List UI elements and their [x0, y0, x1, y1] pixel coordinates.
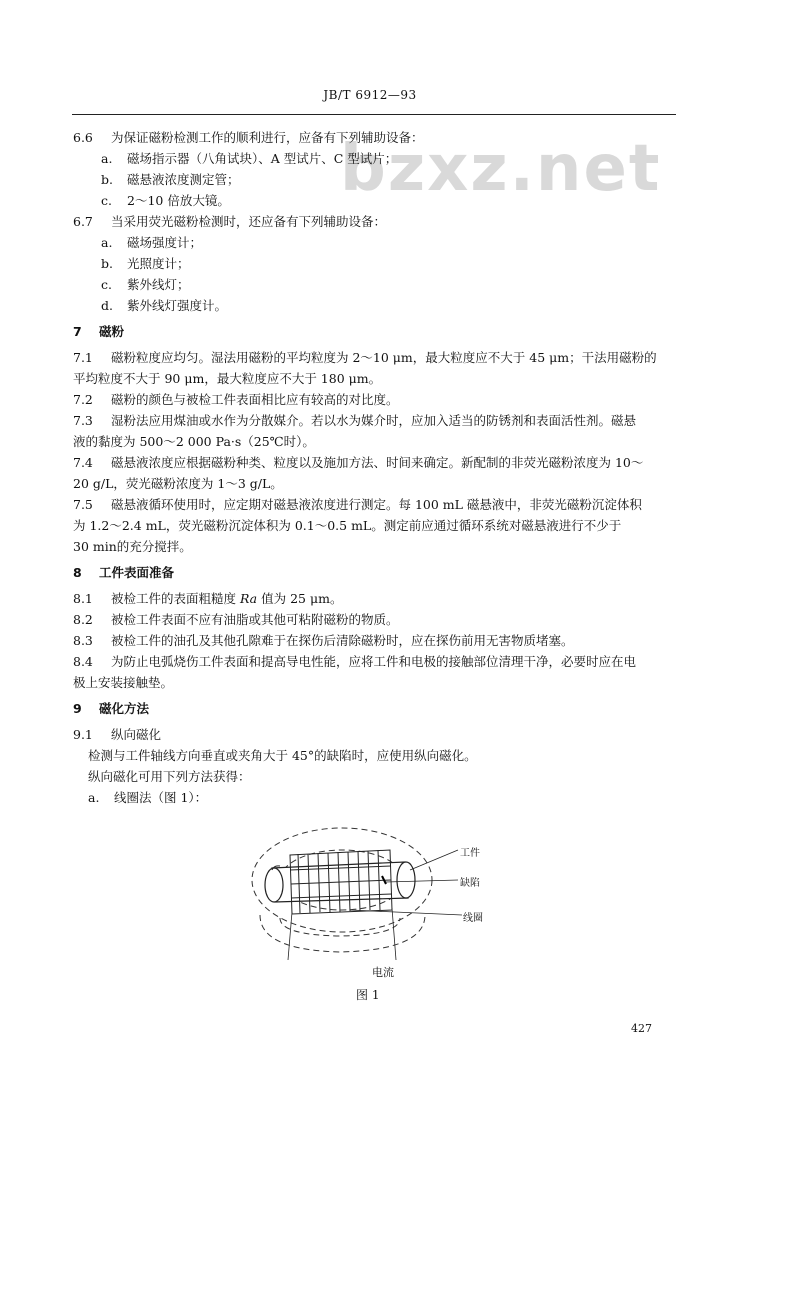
- clause-8-4: [73, 652, 636, 670]
- list-item: [101, 149, 397, 167]
- clause-text: 湿粉法应用煤油或水作为分散媒介。若以水为媒介时，应加入适当的防锈剂和表面活性剂。磁悬: [111, 413, 637, 428]
- clause-8-1: [73, 589, 342, 607]
- clause-text: 磁悬液循环使用时，应定期对磁悬液浓度进行测定。每 100 mL 磁悬液中，非荧光磁粉沉淀体积: [111, 497, 642, 512]
- figure-1: [250, 820, 510, 980]
- label-current: 电流: [372, 966, 394, 979]
- clause-8-3: [73, 631, 574, 649]
- clause-number: 8.1: [73, 591, 93, 606]
- ra-symbol: Ra: [239, 591, 258, 606]
- section-heading-8: [73, 563, 174, 581]
- item-letter: b.: [101, 172, 113, 187]
- item-text: 磁场指示器（八角试块）、A 型试片、C 型试片；: [127, 151, 398, 166]
- clause-number: 8.4: [73, 654, 93, 669]
- section-heading-7: [73, 322, 124, 340]
- clause-number: 7.5: [73, 497, 93, 512]
- clause-7-5-cont: 为 1.2～2.4 mL，荧光磁粉沉淀体积为 0.1～0.5 mL。测定前应通过循环系统对磁悬液进行不少于: [73, 518, 622, 533]
- clause-9-1-para1: 检测与工件轴线方向垂直或夹角大于 45°的缺陷时，应使用纵向磁化。: [88, 748, 477, 763]
- section-number: 8: [73, 565, 82, 580]
- list-item: [101, 296, 227, 314]
- label-defect: 缺陷: [460, 878, 480, 889]
- clause-text: 被检工件的油孔及其他孔隙难于在探伤后清除磁粉时，应在探伤前用无害物质堵塞。: [111, 633, 574, 648]
- clause-text: 被检工件表面不应有油脂或其他可粘附磁粉的物质。: [111, 612, 399, 627]
- clause-7-5-cont2: 30 min的充分搅拌。: [73, 539, 192, 554]
- clause-7-3-cont: 液的黏度为 500～2 000 Pa·s（25℃时）。: [73, 434, 315, 449]
- list-item: [101, 170, 240, 188]
- clause-number: 7.3: [73, 413, 93, 428]
- item-letter: b.: [101, 256, 113, 271]
- item-letter: a.: [88, 790, 100, 805]
- clause-text: 磁悬液浓度应根据磁粉种类、粒度以及施加方法、时间来确定。新配制的非荧光磁粉浓度为 10～: [111, 455, 644, 470]
- header-rule: [72, 114, 676, 115]
- clause-number: 7.1: [73, 350, 93, 365]
- item-text: 线圈法（图 1）：: [114, 790, 208, 805]
- clause-7-4: [73, 453, 643, 471]
- item-text: 2～10 倍放大镜。: [127, 193, 230, 208]
- clause-number: 9.1: [73, 727, 93, 742]
- clause-title: 纵向磁化: [111, 727, 162, 742]
- clause-number: 8.3: [73, 633, 93, 648]
- clause-text: 值为 25 μm。: [257, 591, 343, 606]
- clause-number: 8.2: [73, 612, 93, 627]
- item-text: 磁悬液浓度测定管；: [127, 172, 240, 187]
- section-title: 磁粉: [99, 324, 125, 339]
- clause-6-6: [73, 128, 424, 146]
- item-text: 紫外线灯；: [127, 277, 190, 292]
- list-item: [101, 254, 190, 272]
- clause-7-5: [73, 495, 642, 513]
- clause-7-2: [73, 390, 399, 408]
- clause-number: 7.2: [73, 392, 93, 407]
- clause-7-1-cont: 平均粒度不大于 90 μm，最大粒度应不大于 180 μm。: [73, 371, 382, 386]
- list-item: [101, 191, 230, 209]
- section-title: 工件表面准备: [99, 565, 175, 580]
- item-text: 磁场强度计；: [127, 235, 203, 250]
- clause-7-4-cont: 20 g/L，荧光磁粉浓度为 1～3 g/L。: [73, 476, 283, 491]
- item-letter: d.: [101, 298, 113, 313]
- document-header: JB/T 6912—93: [323, 88, 417, 102]
- clause-number: 6.7: [73, 214, 93, 229]
- clause-9-1: [73, 725, 161, 743]
- clause-text: 磁粉粒度应均匀。湿法用磁粉的平均粒度为 2～10 μm，最大粒度应不大于 45 μm；干法用磁粉的: [111, 350, 657, 365]
- clause-text: 当采用荧光磁粉检测时，还应备有下列辅助设备：: [111, 214, 387, 229]
- clause-text: 为保证磁粉检测工作的顺利进行，应备有下列辅助设备：: [111, 130, 424, 145]
- clause-7-3: [73, 411, 636, 429]
- item-letter: c.: [101, 277, 112, 292]
- clause-text: 被检工件的表面粗糙度: [111, 591, 240, 606]
- clause-8-2: [73, 610, 399, 628]
- item-letter: a.: [101, 151, 113, 166]
- list-item: [101, 275, 190, 293]
- figure-caption: 图 1: [356, 988, 380, 1002]
- clause-text: 为防止电弧烧伤工件表面和提高导电性能，应将工件和电极的接触部位清理干净，必要时应在电: [111, 654, 637, 669]
- section-number: 7: [73, 324, 82, 339]
- clause-6-7: [73, 212, 386, 230]
- item-letter: c.: [101, 193, 112, 208]
- label-workpiece: 工件: [460, 848, 480, 859]
- watermark: bzxz.net: [340, 132, 662, 206]
- page-number: 427: [631, 1022, 652, 1035]
- clause-7-1: [73, 348, 657, 366]
- section-title: 磁化方法: [99, 701, 150, 716]
- clause-8-4-cont: 极上安装接触垫。: [73, 675, 174, 690]
- clause-9-1-para2: 纵向磁化可用下列方法获得：: [88, 769, 251, 784]
- section-number: 9: [73, 701, 82, 716]
- list-item: [101, 233, 202, 251]
- clause-number: 6.6: [73, 130, 93, 145]
- label-coil: 线圈: [463, 913, 483, 924]
- item-text: 光照度计；: [127, 256, 190, 271]
- section-heading-9: [73, 699, 149, 717]
- item-text: 紫外线灯强度计。: [127, 298, 228, 313]
- clause-text: 磁粉的颜色与被检工件表面相比应有较高的对比度。: [111, 392, 399, 407]
- item-letter: a.: [101, 235, 113, 250]
- clause-number: 7.4: [73, 455, 93, 470]
- list-item: [88, 788, 207, 806]
- current-leads: [288, 908, 396, 960]
